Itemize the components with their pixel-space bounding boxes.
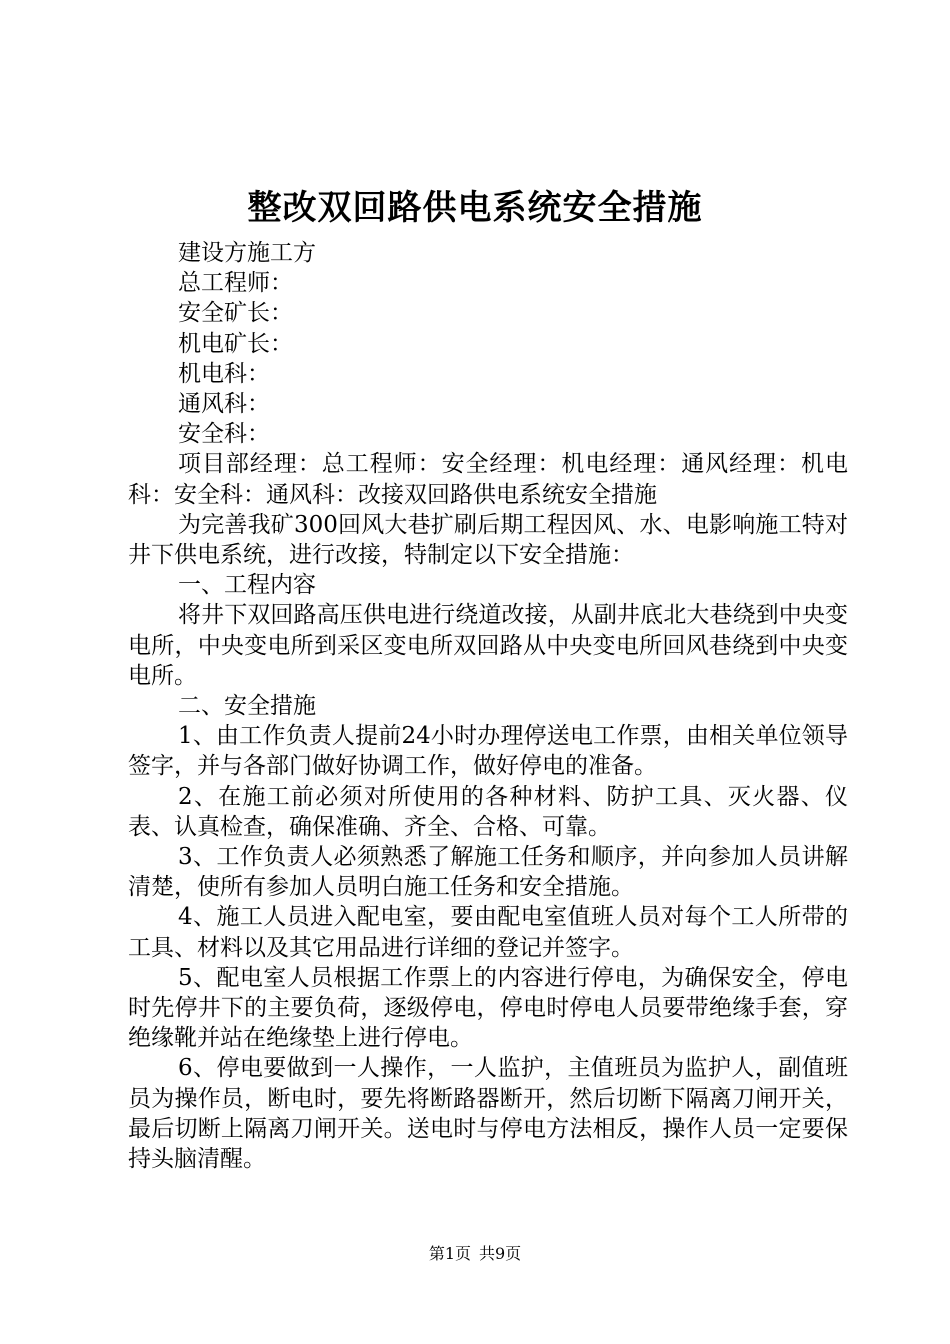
paragraph-measure-1: 1、由工作负责人提前24小时办理停送电工作票，由相关单位领导签字，并与各部门做好协调工作，做好停电的准备。 <box>128 723 848 780</box>
page-footer <box>0 1242 950 1266</box>
paragraph-project-signatories: 项目部经理：总工程师：安全经理：机电经理：通风经理：机电科：安全科：通风科：改接双回路供电系统安全措施 <box>128 451 848 508</box>
paragraph-ventilation-dept: 通风科： <box>178 391 270 418</box>
paragraph-measure-4: 4、施工人员进入配电室，要由配电室值班人员对每个工人所带的工具、材料以及其它用品进行详细的登记并签字。 <box>128 904 848 961</box>
paragraph-safety-dept: 安全科： <box>178 421 270 448</box>
section-heading-scope: 一、工程内容 <box>178 572 316 599</box>
document-title: 整改双回路供电系统安全措施 <box>247 188 703 228</box>
document-body <box>128 238 848 1174</box>
section-heading-safety: 二、安全措施 <box>178 693 316 720</box>
paragraph-parties: 建设方施工方 <box>178 240 316 266</box>
paragraph-measure-5: 5、配电室人员根据工作票上的内容进行停电，为确保安全，停电时先停井下的主要负荷，逐级停电，停电时停电人员要带绝缘手套，穿绝缘靴并站在绝缘垫上进行停电。 <box>128 964 848 1052</box>
paragraph-measure-2: 2、在施工前必须对所使用的各种材料、防护工具、灭火器、仪表、认真检查，确保准确、齐全、合格、可靠。 <box>128 783 848 840</box>
page-total: 共9页 <box>479 1244 522 1263</box>
paragraph-safety-mine-director: 安全矿长： <box>178 300 293 327</box>
paragraph-electromech-dept: 机电科： <box>178 360 270 387</box>
paragraph-purpose: 为完善我矿300回风大巷扩刷后期工程因风、水、电影响施工特对井下供电系统，进行改接，特制定以下安全措施： <box>128 511 848 569</box>
paragraph-electromech-mine-director: 机电矿长： <box>178 330 293 357</box>
paragraph-scope: 将井下双回路高压供电进行绕道改接，从副井底北大巷绕到中央变电所，中央变电所到采区变电所双回路从中央变电所回风巷绕到中央变电所。 <box>128 602 848 689</box>
paragraph-measure-3: 3、工作负责人必须熟悉了解施工任务和顺序，并向参加人员讲解清楚，使所有参加人员明白施工任务和安全措施。 <box>128 844 848 901</box>
paragraph-chief-engineer: 总工程师： <box>178 270 293 297</box>
page-number: 第1页 <box>428 1244 471 1263</box>
paragraph-measure-6: 6、停电要做到一人操作，一人监护，主值班员为监护人，副值班员为操作员，断电时，要先将断路器断开，然后切断下隔离刀闸开关，最后切断上隔离刀闸开关。送电时与停电方法相反，操作人员一定要保持头脑清醒。 <box>128 1055 848 1173</box>
